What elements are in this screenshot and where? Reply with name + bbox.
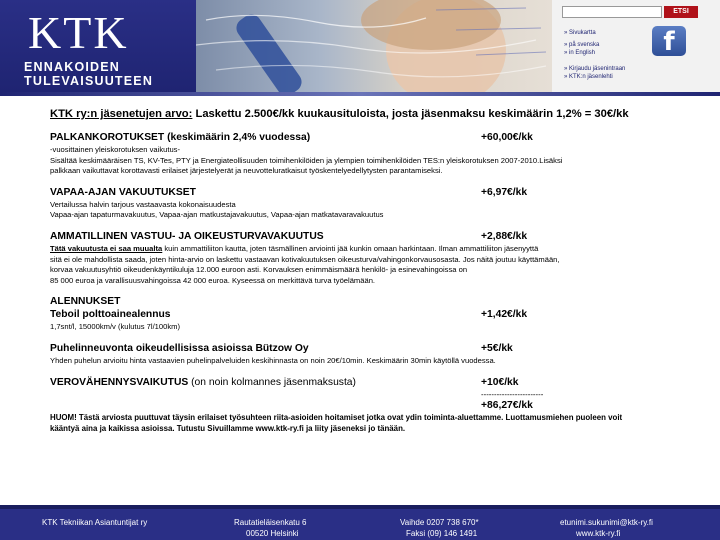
legal-advice-line1: Yhden puhelun arvioitu hinta vastaavien puhelinpalveluiden keskihinnasta on noin 20€/10min. Keskimäärin 30min käytöllä vuodessa. [50,355,496,365]
note-line1: HUOM! Tästä arviosta puuttuvat täysin erilaiset työsuhteen riita-asioiden hoitamiset jotka ovat ydin toiminta-aluettamme. Luottamusmiehen puoleen voit [50,412,623,422]
search-input[interactable] [562,6,662,18]
sum-separator: ------------------------ [481,389,544,399]
salary-increase-line3: palkkaan vaikuttavat korottavasti erilaiset järjestelyerät ja neuvotteluratkaisut työskentelyedellytysten parantamiseksi. [50,166,443,176]
total-row [50,400,700,413]
sitemap-link[interactable]: » Sivukartta [564,30,596,36]
liability-insurance-line4: 85 000 euroa ja varallisuusvahingoissa 42 000 euroa. Kyseessä on merkittävä turva työelämään. [50,275,376,285]
fuel-discount-heading [50,309,700,322]
leisure-insurance-title: VAPAA-AJAN VAKUUTUKSET [50,186,196,198]
search-button[interactable]: ETSI [664,6,698,18]
total-amount: +86,27€/kk [481,399,533,411]
salary-increase-amount: +60,00€/kk [481,132,533,143]
header-sidebar [552,0,720,92]
tax-deduction-title: VEROVÄHENNYSVAIKUTUS [50,376,189,388]
liability-insurance-line1 [50,244,700,255]
facebook-icon[interactable]: f [652,26,686,56]
tax-deduction-amount: +10€/kk [481,376,519,388]
salary-increase-title: PALKANKOROTUKSET (keskimäärin 2,4% vuodessa) [50,132,311,143]
page-title [50,108,700,122]
logo-tagline-line1: ENNAKOIDEN [24,60,121,74]
liability-insurance-amount: +2,88€/kk [481,230,528,242]
liability-insurance-line2: sitä ei ole mahdollista saada, joten hinta-arvio on laskettu vastaavan kotivakuutuksen oikeusturva/vahingonkorvausosasta. Jos näitä joutuu käyttämään, [50,254,560,264]
liability-insurance-line1-text: kuin ammattiliiton kautta, joten täsmällinen arviointi jää kunkin omaan harkintaan. Ilman ammattiliiton jäsenyyttä [162,243,539,253]
discounts-heading: ALENNUKSET [50,296,121,308]
swedish-link[interactable]: » på svenska [564,42,600,48]
leisure-insurance-line1: Vertailussa halvin tarjous vastaavasta kokonaisuudesta [50,199,236,209]
footer-band [0,505,720,509]
title-prefix: KTK ry:n jäsenetujen arvo: [50,108,193,120]
formula-photo-illustration [196,0,552,92]
page-header [0,0,720,92]
ktk-logo[interactable] [0,0,196,92]
footer-org: KTK Tekniikan Asiantuntijat ry [42,518,148,527]
fuel-discount-title: Teboil polttoainealennus [50,309,171,321]
logo-title: KTK [28,7,129,58]
page-footer [0,505,720,540]
footer-fax: Faksi (09) 146 1491 [406,529,478,538]
salary-increase-line1: -vuosittainen yleiskorotuksen vaikutus- [50,145,180,154]
benefits-content [50,108,700,435]
salary-increase-line2: Sisältää keskimääräisen TS, KV-Tes, PTY ja Energiateollisuuden toimihenkilöiden ja ylempien toimihenkilöiden TES:n yleiskorotuksen 2007-2010.Lisäksi [50,155,563,165]
tax-deduction-heading [50,377,700,390]
leisure-insurance-line2: Vapaa-ajan tapaturmavakuutus, Vapaa-ajan matkustajavakuutus, Vapaa-ajan matkatavaravakuutus [50,210,384,220]
footer-phone: Vaihde 0207 738 670* [400,518,479,527]
footer-address2: 00520 Helsinki [246,529,299,538]
member-magazine-link[interactable]: » KTK:n jäsenlehti [564,74,613,80]
liability-insurance-heading [50,231,700,244]
footer-address1: Rautatieläisenkatu 6 [234,518,307,527]
title-rest: Laskettu 2.500€/kk kuukausituloista, josta jäsenmaksu keskimäärin 1,2% = 30€/kk [192,108,629,120]
member-intranet-link[interactable]: » Kirjaudu jäsenintraan [564,66,626,72]
leisure-insurance-amount: +6,97€/kk [481,186,528,198]
liability-insurance-line3: korvaa vakuutusyhtiö oikeudenkäyntikuluja 12.000 euroon asti. Korvauksen enimmäismäärä henkilö- ja esinevahingoissa on [50,265,468,275]
liability-insurance-emphasis: Tätä vakuutusta ei saa muualta [50,243,163,253]
legal-advice-title: Puhelinneuvonta oikeudellisissa asioissa Bützow Oy [50,342,309,354]
logo-tagline-line2: TULEVAISUUTEEN [24,74,154,88]
tax-deduction-subtitle: (on noin kolmannes jäsenmaksusta) [188,376,356,388]
fuel-discount-amount: +1,42€/kk [481,309,528,321]
leisure-insurance-heading [50,187,700,200]
english-link[interactable]: » in English [564,50,596,56]
legal-advice-heading [50,343,700,356]
note-line2: kääntyä aina ja kaikissa asioissa. Tutustu Sivuillamme www.ktk-ry.fi ja liity jäseneksi jo tänään. [50,423,406,433]
header-photo [196,0,552,92]
liability-insurance-title: AMMATILLINEN VASTUU- JA OIKEUSTURVAVAKUUTUS [50,230,324,242]
footer-web[interactable]: www.ktk-ry.fi [576,529,621,538]
fuel-discount-line1: 1,7snt/l, 15000km/v (kulutus 7l/100km) [50,322,180,332]
footer-email[interactable]: etunimi.sukunimi@ktk-ry.fi [560,518,653,527]
legal-advice-amount: +5€/kk [481,342,513,354]
header-divider [0,92,720,96]
salary-increase-heading [50,132,700,145]
